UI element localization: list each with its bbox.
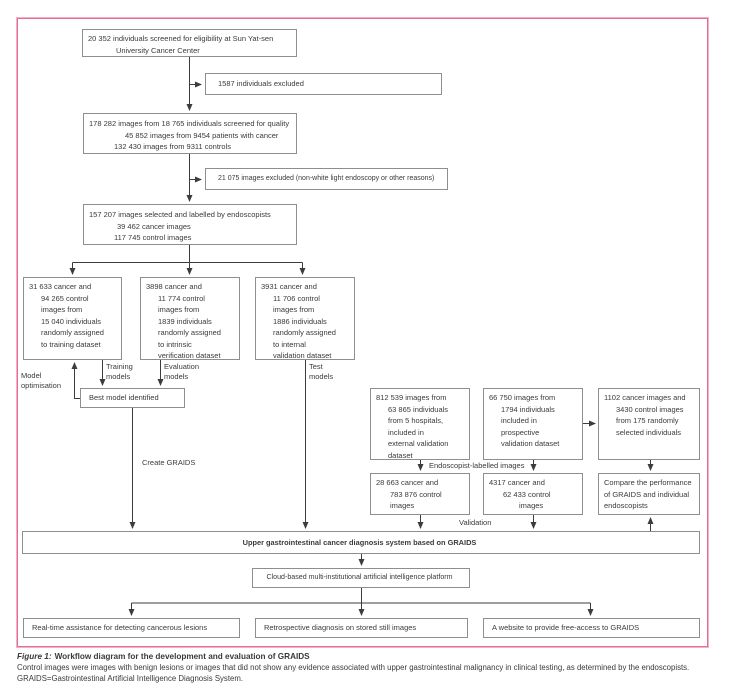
caption-title [17,651,724,662]
label-create-graids: Create GRAIDS [142,458,196,467]
box-training-dataset [23,277,122,360]
text-line: University Cancer Center [116,45,200,55]
text-line: A website to provide free-access to GRAIDS [492,623,640,633]
text-line: 157 207 images selected and labelled by endoscopists [89,210,271,219]
text-line: 3931 cancer and [261,282,317,291]
text-line: 1839 individuals [158,316,212,326]
label-training-models: Training models [106,362,133,381]
text-line: 1794 individuals [501,404,555,414]
text-line: images from [158,305,200,314]
label-test-models: Test models [309,362,334,381]
text-line: external validation [388,439,449,448]
box-randomly-selected-individuals [598,388,700,460]
text-line: 45 852 images from 9454 patients with cancer [125,130,279,140]
text-line: validation dataset [273,351,332,360]
box-eligibility-screened [82,29,297,57]
text-line: 63 865 individuals [388,404,449,414]
text-line: 812 539 images from [376,393,447,402]
text-line: to training dataset [41,339,101,349]
box-external-image-counts [370,473,470,515]
box-prospective-validation-dataset [483,388,583,460]
text-line: 39 462 cancer images [117,221,191,231]
text-line: included in [388,427,424,437]
caption-title-text: Workflow diagram for the development and evaluation of GRAIDS [54,652,310,661]
text-line: 94 265 control [41,293,89,303]
box-retrospective-diagnosis [255,618,468,638]
text-line: prospective [501,427,540,437]
box-images-screened-quality [83,113,297,154]
label-validation: Validation [459,518,492,527]
text-line: 28 663 cancer and [376,478,439,487]
caption-body: Control images were images with benign lesions or images that did not show any evidence associated with upper gastrointestinal malignancy in clinical testing, as determined by the endoscopists. GRAIDS=Gastrointestinal Artificial Intelligence Diagnosis System. [17,663,690,683]
text-line: 117 745 control images [114,233,192,242]
label-model-optimisation: Model optimisation [21,371,62,390]
box-compare-performance [598,473,700,515]
text-line: images from [273,305,315,314]
text-line: Retrospective diagnosis on stored still images [264,623,417,633]
text-line: Upper gastrointestinal cancer diagnosis system based on GRAIDS [242,537,477,547]
text-line: 21 075 images excluded (non-white light endoscopy or other reasons) [218,175,435,183]
box-best-model-identified [80,388,185,408]
figure-number-label: Figure 1: [17,652,52,661]
box-images-excluded [205,168,448,190]
text-line: randomly assigned [158,328,221,337]
box-graids-diagnosis-system [22,531,700,554]
text-line: 783 876 control [390,489,442,499]
text-line: Best model identified [89,393,159,403]
text-line: to intrinsic [158,339,192,349]
text-line: 178 282 images from 18 765 individuals screened for quality [89,119,290,128]
box-individuals-excluded [205,73,442,95]
box-external-validation-dataset [370,388,470,460]
text-line: 15 040 individuals [41,316,102,326]
text-line: Cloud-based multi-institutional artificial intelligence platform [266,573,453,582]
box-internal-validation-dataset [255,277,355,360]
text-line: 31 633 cancer and [29,282,92,291]
box-intrinsic-verification-dataset [140,277,240,360]
text-line: Real-time assistance for detecting cancerous lesions [32,623,208,633]
text-line: endoscopists [604,501,648,510]
text-line: randomly assigned [41,328,104,337]
text-line: 4317 cancer and [489,478,545,487]
text-line: from 5 hospitals, [388,416,444,425]
text-line: 132 430 images from 9311 controls [114,142,232,151]
text-line: included in [501,416,537,425]
text-line: dataset [388,450,413,460]
text-line: images [390,501,415,510]
text-line: from 175 randomly [616,416,679,425]
box-free-access-website [483,618,700,638]
box-cloud-platform [252,568,470,588]
text-line: 66 750 images from [489,393,556,402]
text-line: validation dataset [501,439,560,448]
text-line: 62 433 control [503,489,551,499]
text-line: randomly assigned [273,328,336,337]
box-prospective-image-counts [483,473,583,515]
text-line: 1587 individuals excluded [218,79,304,89]
box-realtime-assistance [23,618,240,638]
text-line: of GRAIDS and individual [604,489,690,499]
label-evaluation-models: Evaluation models [164,362,200,381]
text-line: 3430 control images [616,404,684,414]
text-line: selected individuals [616,427,682,437]
text-line: 11 706 control [273,293,320,303]
text-line: 1886 individuals [273,316,327,326]
text-line: images [519,501,544,510]
text-line: 11 774 control [158,293,205,303]
box-images-selected-labelled [83,204,297,245]
figure-caption [17,651,724,684]
text-line: 20 352 individuals screened for eligibility at Sun Yat-sen [88,34,274,43]
text-line: 1102 cancer images and [604,393,686,402]
label-endoscopist-labelled-images: Endoscopist-labelled images [429,461,525,470]
text-line: Compare the performance [604,478,692,487]
text-line: images from [41,305,83,314]
text-line: verification dataset [158,351,221,360]
text-line: to internal [273,339,306,349]
text-line: 3898 cancer and [146,282,202,291]
